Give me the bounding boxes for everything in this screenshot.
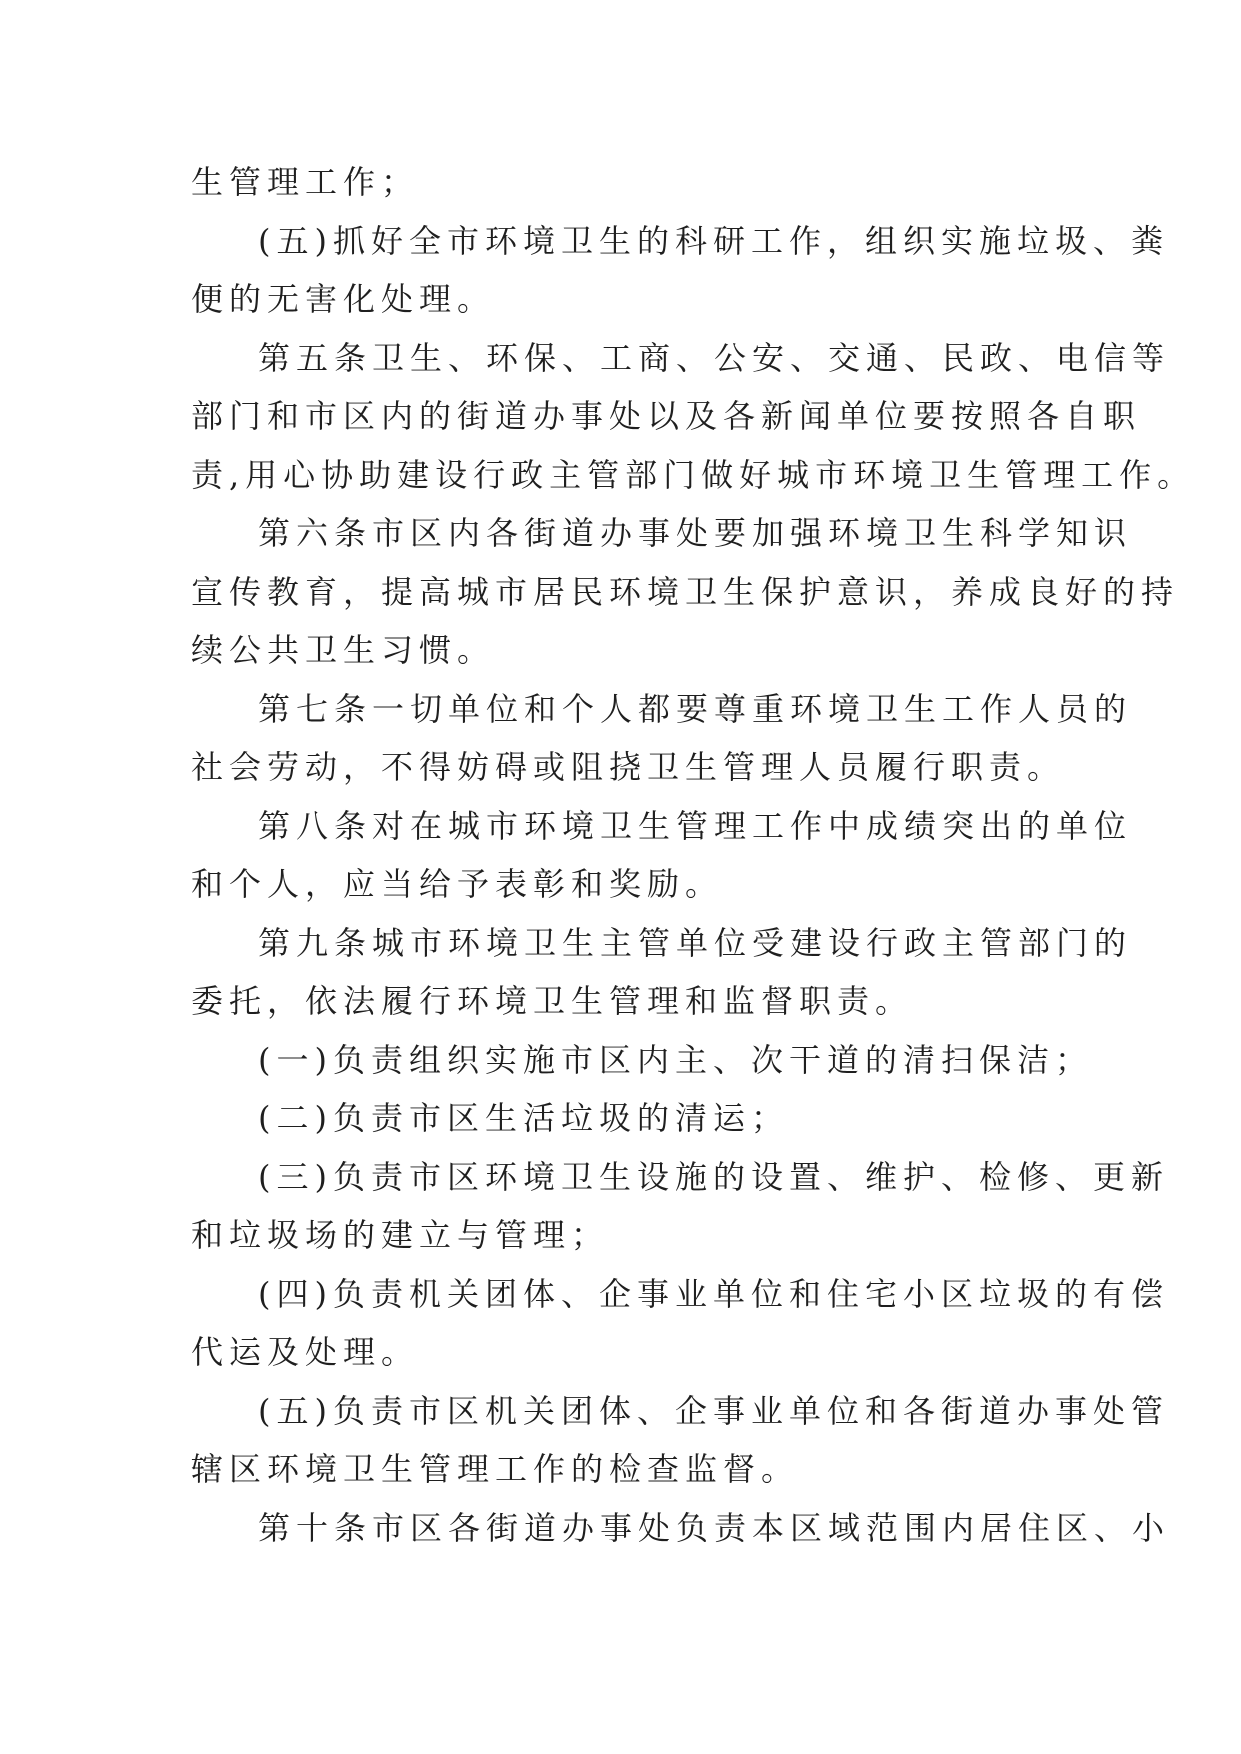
text-line: 第十条市区各街道办事处负责本区域范围内居住区、小 <box>258 1508 1171 1547</box>
text-line: 续公共卫生习惯。 <box>191 631 496 669</box>
text-line: 社会劳动，不得妨碍或阻挠卫生管理人员履行职责。 <box>191 748 1066 786</box>
text-line: (四)负责机关团体、企事业单位和住宅小区垃圾的有偿 <box>258 1274 1169 1313</box>
text-line: 第八条对在城市环境卫生管理工作中成绩突出的单位 <box>258 806 1133 845</box>
text-line: 和垃圾场的建立与管理； <box>191 1216 610 1254</box>
text-line: 第五条卫生、环保、工商、公安、交通、民政、电信等 <box>258 338 1171 377</box>
text-line: 责,用心协助建设行政主管部门做好城市环境卫生管理工作。 <box>191 455 1196 494</box>
text-line: 部门和市区内的街道办事处以及各新闻单位要按照各自职 <box>191 397 1142 435</box>
text-line: (二)负责市区生活垃圾的清运； <box>258 1099 789 1137</box>
text-line: 代运及处理。 <box>191 1333 420 1371</box>
text-line: (一)负责组织实施市区内主、次干道的清扫保洁； <box>258 1040 1093 1079</box>
text-line: 委托，依法履行环境卫生管理和监督职责。 <box>191 982 914 1020</box>
text-line: 第六条市区内各街道办事处要加强环境卫生科学知识 <box>258 514 1133 552</box>
text-line: 便的无害化处理。 <box>191 280 496 318</box>
text-line: 宣传教育，提高城市居民环境卫生保护意识，养成良好的持 <box>191 572 1180 611</box>
text-line: (五)抓好全市环境卫生的科研工作，组织实施垃圾、粪 <box>258 221 1169 260</box>
text-line: 第七条一切单位和个人都要尊重环境卫生工作人员的 <box>258 689 1133 728</box>
text-line: (三)负责市区环境卫生设施的设置、维护、检修、更新 <box>258 1157 1169 1196</box>
text-line: 和个人，应当给予表彰和奖励。 <box>191 865 724 903</box>
text-line: 生管理工作； <box>191 163 420 201</box>
text-line: (五)负责市区机关团体、企事业单位和各街道办事处管 <box>258 1391 1169 1430</box>
text-line: 辖区环境卫生管理工作的检查监督。 <box>191 1450 800 1488</box>
document-body <box>191 153 1196 1557</box>
text-line: 第九条城市环境卫生主管单位受建设行政主管部门的 <box>258 923 1133 962</box>
